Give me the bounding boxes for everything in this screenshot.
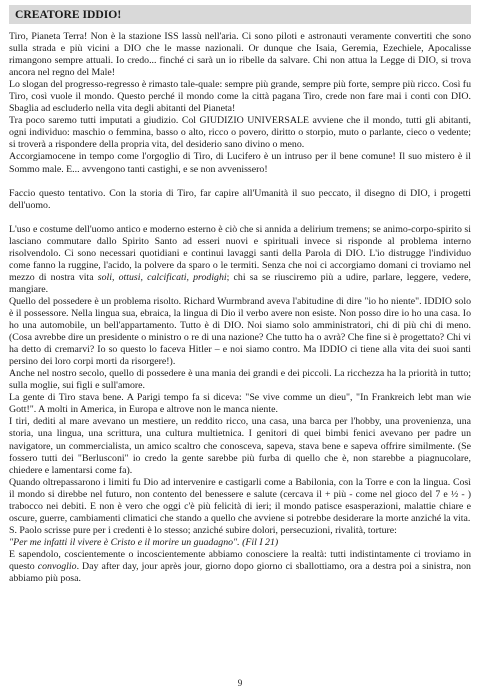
paragraph: La gente di Tiro stava bene. A Parigi tempo fa si diceva: "Se vive comme un dieu", "In Frankreich lebt man wie Gott!". A molti in America, in Europa e altrove non le manca niente.: [9, 392, 471, 416]
paragraph: Quando oltrepassarono i limiti fu Dio ad intervenire e castigarli come a Babilonia, con la Torre e con la lingua. Così il mondo si direbbe nel futuro, non contento del benessere e salute (cercava il + più - come nel gioco del 7 e ½ - ) trabocco nei debiti. E non è vero che oggi c'è più felicità di ieri; il mondo patisce esasperazioni, malattie chiare e oscure, guerre, cambiamenti climatici che stando a quello che avviene si potrebbe desiderare la morte anziché la vita.: [9, 476, 471, 524]
paragraph: Quello del possedere è un problema risolto. Richard Wurmbrand aveva l'abitudine di dire "io ho niente". IDDIO solo è il possessore. Nella lingua sua, ebraica, la lingua di Dio il verbo avere non esiste. Non posso dire io ho una casa. Io ho una automobile, un bell'appartamento. Tutto è di DIO. Noi siamo solo amministratori, chi di più chi di meno. (Cosa avrebbe dire un presidente o ministro o re di una nazione? Che tutto ha o avrà? Che fine si è progettato? Chi vi ha detto di cremarvi? Io so questo lo faceva Hitler – e noi siamo contro. Ma IDDIO ci tiene alla vita dei suoi santi persino dei loro corpi morti da risorgere!).: [9, 295, 471, 368]
paragraph: Anche nel nostro secolo, quello di possedere è una mania dei grandi e dei piccoli. La ricchezza ha la priorità in tutto; sulla moglie, sui figli e sull'amore.: [9, 368, 471, 392]
page-title: CREATORE IDDIO!: [15, 8, 122, 21]
paragraph: Tiro, Pianeta Terra! Non è la stazione ISS lassù nell'aria. Ci sono piloti e astronauti veramente convertiti che sono sulla strada e più vicini a DIO che le masse nazionali. Or dunque che Isaia, Geremia, Ezechiele, Apocalisse rimangono sempre attuali. Io credo... finché ci sarà un io ribelle da salvare. Chi non attua la Legge di DIO, si trova ancora nel regno del Male!: [9, 31, 471, 79]
text-run: . Day after day, jour après jour, giorno dopo giorno ci sballottiamo, ora a destra poi a sinistra, non abbiamo più posa.: [9, 560, 471, 585]
paragraph: [9, 549, 471, 585]
paragraph: Faccio questo tentativo. Con la storia di Tiro, far capire all'Umanità il suo peccato, il disegno di DIO, i progetti dell'uomo.: [9, 187, 471, 211]
italic-run: soli, ottusi, calcificati, prodighi: [97, 271, 227, 283]
page-number: 9: [237, 678, 243, 688]
paragraph: [9, 525, 471, 549]
paragraph-gap: [9, 212, 471, 224]
paragraph-gap: [9, 176, 471, 188]
text-run: ; chi sa se riusciremo più a udire, parlare, leggere, vedere, mangiare.: [9, 271, 471, 295]
text-run: S. Paolo scrisse pure per i credenti è lo stesso; anziché subire dolori, persecuzioni, rivalità, torture:: [9, 524, 397, 536]
text-run: E sapendolo, coscientemente o incoscientemente abbiamo conosciere la realtà: tutti indistintamente ci troviamo in questo: [9, 548, 471, 572]
paragraph: Tra poco saremo tutti imputati a giudizio. Col GIUDIZIO UNIVERSALE avviene che il mondo, tutti gli abitanti, ogni individuo: maschio o femmina, basso o alto, ricco o povero, diritto o storpio, muto o parlante, cieco o vedente; si troverà a rispondere della propria vita, del desiderio sano divino o meno.: [9, 115, 471, 151]
paragraph: Accorgiamocene in tempo come l'orgoglio di Tiro, di Lucifero è un intruso per il bene comune! Il suo mistero è il Sommo male. E... avvengono tanti castighi, e se non avvenissero!: [9, 151, 471, 175]
scripture-quote: "Per me infatti il vivere è Cristo e il morire un guadagno". (Fil I 21): [9, 536, 279, 548]
paragraph: [9, 224, 471, 296]
document-body: [9, 31, 471, 585]
paragraph: I tiri, dediti al mare avevano un mestiere, un reddito ricco, una casa, una barca per l'hobby, una provenienza, una storia, una lingua, una scrittura, una cultura multietnica. I genitori di quei bimbi fenici avevano per padre un navigatore, un commercialista, un amico scaltro che conosceva, sapeva, stava bene e sapeva offrire similmente. (Se fossero tutti dei "Berlusconi" io credo la gente sarebbe più furba di quello che è, non starebbe a piagnucolare, chiedere e lamentarsi come fa).: [9, 416, 471, 476]
text-run: L'uso e costume dell'uomo antico e moderno esterno è ciò che si annida a delirium tremens; se animo-corpo-spirito si lasciano commutare dallo Spirito Santo ad esseri nuovi e spirituali invece si risponde al problema interno risolvendolo. Ci sono necessari quotidiani e continui lavaggi santi della Parola di DIO. L'io distrugge l'individuo come fanno la ruggine, l'acido, la polvere da sparo o le termiti. Senza che noi ci accorgiamo domani ci troviamo nel mezzo di nostra vita: [9, 223, 471, 283]
italic-run: convoglio: [37, 560, 77, 572]
page-title-bar: [9, 5, 471, 24]
paragraph: Lo slogan del progresso-regresso è rimasto tale-quale: sempre più grande, sempre più forte, sempre più ricco. Così fu Tiro, così vuole il mondo. Questo perché il mondo come la città pagana Tiro, crede non fare mai i conti con DIO. Sbaglia ad escluderlo nella vita degli abitanti del Pianeta!: [9, 79, 471, 115]
